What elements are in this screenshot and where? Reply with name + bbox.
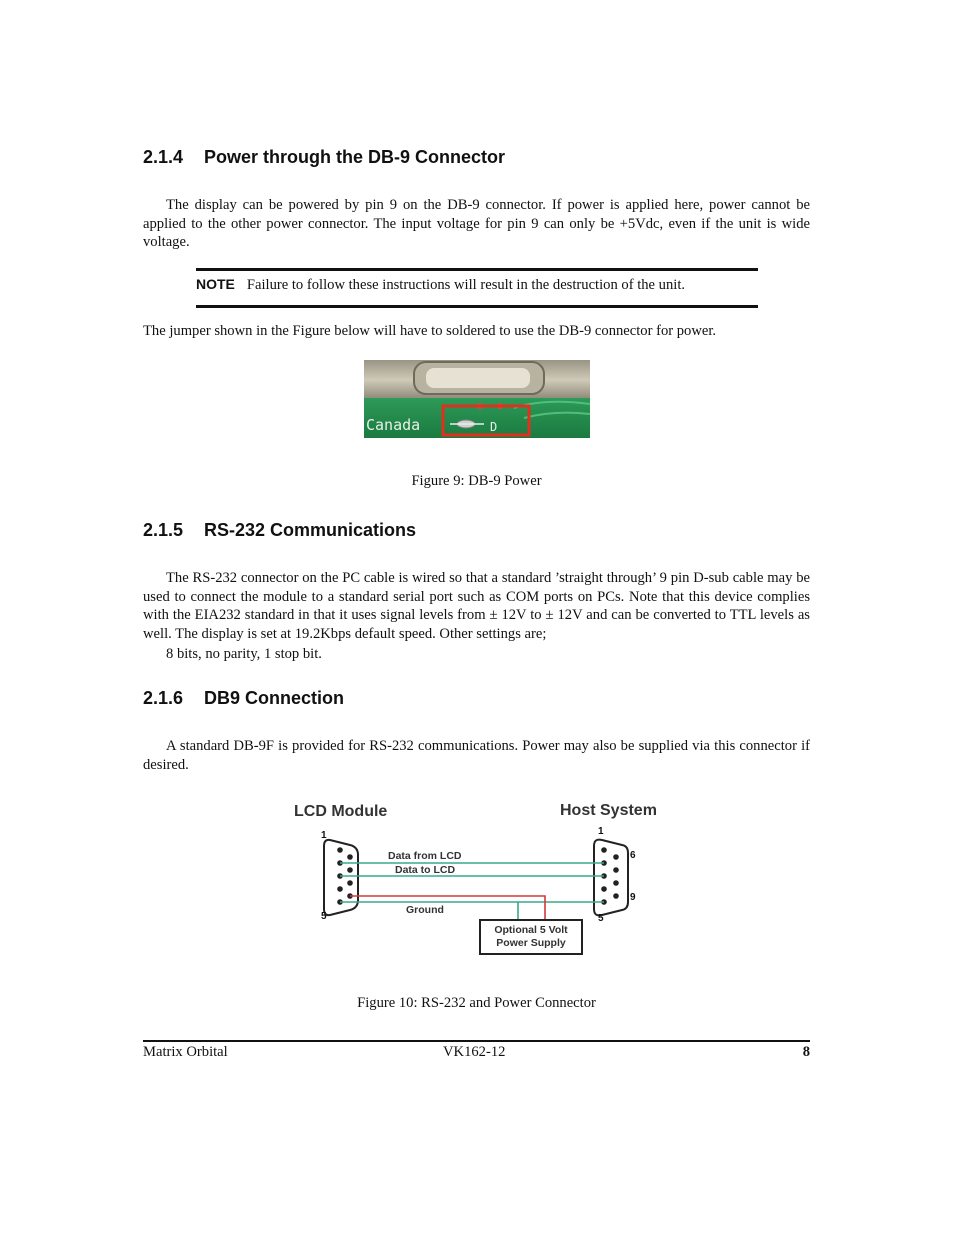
section-heading-2-1-4 <box>143 147 505 168</box>
section-title: RS-232 Communications <box>204 520 417 540</box>
paragraph-jumper: The jumper shown in the Figure below will have to soldered to use the DB-9 connector for power. <box>143 323 717 339</box>
footer-page-number: 8 <box>802 1044 810 1060</box>
paragraph-settings: 8 bits, no parity, 1 stop bit. <box>166 646 322 662</box>
paragraph-rs232: The RS-232 connector on the PC cable is wired so that a standard ’straight through’ 9 pin D-sub cable may be used to connect the module to a standard serial port such as COM ports on PCs. Note that this device complies with the EIA232 standard in that it uses signal levels from ± 12V to ± 12V and can be converted to TTL levels as well. The display is set at 19.2Kbps default speed. Other settings are; <box>143 570 810 643</box>
section-number: 2.1.5 <box>143 520 184 540</box>
section-heading-2-1-5 <box>143 520 416 541</box>
psu-line-1: Optional 5 Volt <box>494 924 568 936</box>
note-top-rule <box>196 268 758 271</box>
power-supply-label <box>480 924 582 950</box>
host-system-title: Host System <box>560 802 657 819</box>
lcd-pin-5-label: 5 <box>321 911 327 922</box>
footer-rule <box>143 1040 810 1042</box>
section-title: DB9 Connection <box>204 688 345 708</box>
psu-line-2: Power Supply <box>496 937 566 949</box>
wire-power-pin9 <box>350 896 545 920</box>
host-pin-9-label: 9 <box>630 892 636 903</box>
figure-9-caption: Figure 9: DB-9 Power <box>411 473 542 489</box>
note-label: NOTE <box>196 276 235 292</box>
photo-label-canada: Canada <box>366 416 421 434</box>
footer-company: Matrix Orbital <box>143 1044 228 1060</box>
lcd-module-title: LCD Module <box>294 803 388 820</box>
section-number: 2.1.6 <box>143 688 184 708</box>
paragraph-db9-power: The display can be powered by pin 9 on the DB-9 connector. If power is applied here, power cannot be applied to the other power connector. The input voltage for pin 9 can only be +5Vdc, even if the unit is wide voltage. <box>143 197 810 251</box>
paragraph-db9-connection: A standard DB-9F is provided for RS-232 communications. Power may also be supplied via this connector if desired. <box>143 738 810 773</box>
section-title: Power through the DB-9 Connector <box>204 147 505 167</box>
lcd-pin-1-label: 1 <box>321 830 327 841</box>
section-number: 2.1.4 <box>143 147 184 167</box>
section-heading-2-1-6 <box>143 688 344 709</box>
note-text: Failure to follow these instructions will result in the destruction of the unit. <box>246 277 686 293</box>
rs232-wiring-diagram <box>280 795 680 965</box>
data-to-lcd-label: Data to LCD <box>395 864 456 876</box>
footer-model: VK162-12 <box>443 1044 506 1060</box>
host-db9-connector <box>594 840 628 916</box>
db9-power-photo <box>364 360 590 438</box>
data-from-lcd-label: Data from LCD <box>388 850 462 862</box>
ground-label: Ground <box>406 904 444 916</box>
figure-10-caption: Figure 10: RS-232 and Power Connector <box>357 995 596 1011</box>
host-pin-6-label: 6 <box>630 850 636 861</box>
note-box <box>196 276 758 294</box>
note-bottom-rule <box>196 305 758 308</box>
host-pin-5-label: 5 <box>598 913 604 924</box>
photo-label-d: D <box>490 420 498 434</box>
host-pin-1-label: 1 <box>598 826 604 837</box>
